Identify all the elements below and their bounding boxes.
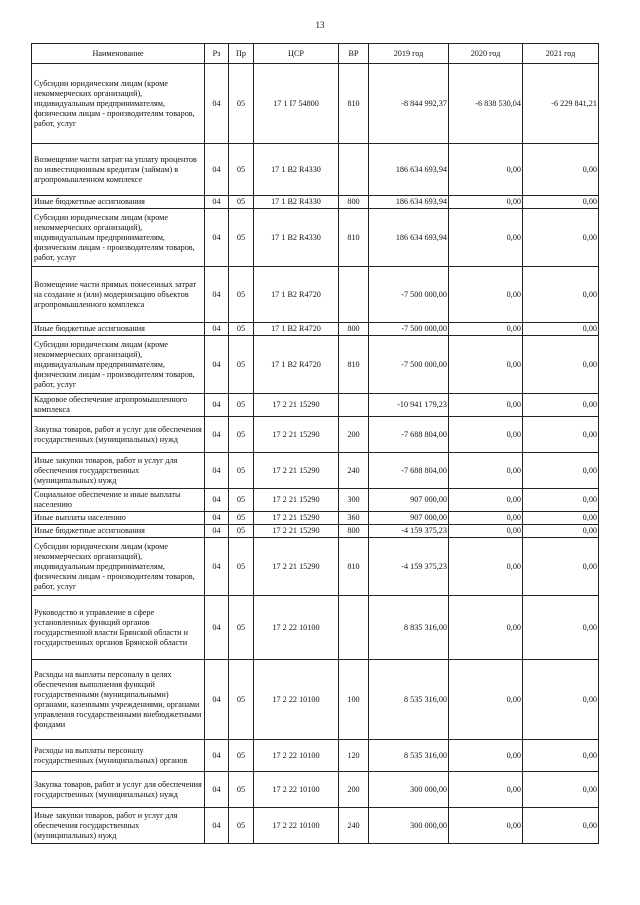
cell-rz: 04 xyxy=(205,596,229,660)
cell-pr: 05 xyxy=(229,525,254,538)
cell-pr: 05 xyxy=(229,772,254,808)
cell-rz: 04 xyxy=(205,196,229,209)
cell-csr: 17 1 B2 R4720 xyxy=(254,267,339,323)
cell-rz: 04 xyxy=(205,740,229,772)
cell-name: Руководство и управление в сфере установленных функций органов государственной власти Брянской области и государственных органов Брянской области xyxy=(32,596,205,660)
cell-csr: 17 2 21 15290 xyxy=(254,417,339,453)
cell-rz: 04 xyxy=(205,64,229,144)
cell-2021: 0,00 xyxy=(523,336,599,394)
column-header: 2021 год xyxy=(523,44,599,64)
cell-csr: 17 2 22 10100 xyxy=(254,740,339,772)
cell-rz: 04 xyxy=(205,267,229,323)
cell-vr: 100 xyxy=(339,660,369,740)
column-header: Пр xyxy=(229,44,254,64)
cell-pr: 05 xyxy=(229,394,254,417)
cell-vr xyxy=(339,144,369,196)
cell-rz: 04 xyxy=(205,336,229,394)
cell-2021: 0,00 xyxy=(523,772,599,808)
cell-2021: 0,00 xyxy=(523,453,599,489)
cell-csr: 17 2 21 15290 xyxy=(254,512,339,525)
cell-2019: -7 500 000,00 xyxy=(369,323,449,336)
cell-csr: 17 2 21 15290 xyxy=(254,453,339,489)
cell-name: Расходы на выплаты персоналу государственных (муниципальных) органов xyxy=(32,740,205,772)
cell-name: Закупка товаров, работ и услуг для обеспечения государственных (муниципальных) нужд xyxy=(32,772,205,808)
cell-pr: 05 xyxy=(229,267,254,323)
cell-vr xyxy=(339,394,369,417)
cell-2020: 0,00 xyxy=(449,525,523,538)
cell-rz: 04 xyxy=(205,144,229,196)
cell-2020: 0,00 xyxy=(449,394,523,417)
table-row xyxy=(32,808,599,844)
cell-2019: 907 000,00 xyxy=(369,512,449,525)
cell-vr: 240 xyxy=(339,808,369,844)
cell-rz: 04 xyxy=(205,808,229,844)
table-row xyxy=(32,336,599,394)
cell-2021: 0,00 xyxy=(523,512,599,525)
cell-rz: 04 xyxy=(205,512,229,525)
column-header: ВР xyxy=(339,44,369,64)
cell-pr: 05 xyxy=(229,808,254,844)
cell-vr: 810 xyxy=(339,64,369,144)
cell-2021: 0,00 xyxy=(523,525,599,538)
cell-vr: 810 xyxy=(339,538,369,596)
cell-2019: 300 000,00 xyxy=(369,808,449,844)
cell-vr: 810 xyxy=(339,209,369,267)
cell-name: Возмещение части прямых понесенных затрат на создание и (или) модернизацию объектов агропромышленного комплекса xyxy=(32,267,205,323)
column-header: Наименование xyxy=(32,44,205,64)
cell-pr: 05 xyxy=(229,144,254,196)
cell-csr: 17 1 I7 54800 xyxy=(254,64,339,144)
cell-2021: 0,00 xyxy=(523,808,599,844)
cell-2021: 0,00 xyxy=(523,323,599,336)
cell-vr: 360 xyxy=(339,512,369,525)
cell-2020: 0,00 xyxy=(449,740,523,772)
cell-2021: 0,00 xyxy=(523,417,599,453)
cell-rz: 04 xyxy=(205,772,229,808)
cell-vr: 200 xyxy=(339,417,369,453)
budget-table xyxy=(31,43,599,844)
cell-name: Кадровое обеспечение агропромышленного комплекса xyxy=(32,394,205,417)
table-row xyxy=(32,453,599,489)
cell-2021: -6 229 841,21 xyxy=(523,64,599,144)
cell-2021: 0,00 xyxy=(523,660,599,740)
table-row xyxy=(32,209,599,267)
cell-name: Субсидии юридическим лицам (кроме некоммерческих организаций), индивидуальным предпринимателям, физическим лицам - производителям товаров, работ, услуг xyxy=(32,336,205,394)
cell-csr: 17 2 21 15290 xyxy=(254,538,339,596)
column-header: 2019 год xyxy=(369,44,449,64)
cell-2019: -7 688 804,00 xyxy=(369,417,449,453)
table-row xyxy=(32,417,599,453)
cell-name: Социальное обеспечение и иные выплаты населению xyxy=(32,489,205,512)
cell-2020: 0,00 xyxy=(449,417,523,453)
cell-pr: 05 xyxy=(229,596,254,660)
table-row xyxy=(32,267,599,323)
cell-2020: 0,00 xyxy=(449,772,523,808)
cell-vr: 120 xyxy=(339,740,369,772)
cell-pr: 05 xyxy=(229,417,254,453)
table-row xyxy=(32,144,599,196)
table-header-row xyxy=(32,44,599,64)
cell-2020: 0,00 xyxy=(449,323,523,336)
cell-rz: 04 xyxy=(205,660,229,740)
cell-2019: -4 159 375,23 xyxy=(369,538,449,596)
cell-2020: 0,00 xyxy=(449,596,523,660)
cell-rz: 04 xyxy=(205,453,229,489)
cell-2020: 0,00 xyxy=(449,453,523,489)
cell-2020: 0,00 xyxy=(449,196,523,209)
cell-csr: 17 1 B2 R4720 xyxy=(254,336,339,394)
cell-pr: 05 xyxy=(229,209,254,267)
cell-vr: 800 xyxy=(339,196,369,209)
cell-name: Иные закупки товаров, работ и услуг для обеспечения государственных (муниципальных) нужд xyxy=(32,453,205,489)
cell-name: Возмещение части затрат на уплату процентов по инвестиционным кредитам (займам) в агропромышленном комплексе xyxy=(32,144,205,196)
cell-2019: 186 634 693,94 xyxy=(369,209,449,267)
cell-vr xyxy=(339,596,369,660)
cell-2021: 0,00 xyxy=(523,394,599,417)
cell-pr: 05 xyxy=(229,453,254,489)
cell-2019: 186 634 693,94 xyxy=(369,144,449,196)
cell-2019: 8 835 316,00 xyxy=(369,596,449,660)
cell-name: Иные бюджетные ассигнования xyxy=(32,323,205,336)
cell-csr: 17 2 21 15290 xyxy=(254,525,339,538)
cell-name: Иные бюджетные ассигнования xyxy=(32,525,205,538)
cell-2019: 186 634 693,94 xyxy=(369,196,449,209)
cell-pr: 05 xyxy=(229,64,254,144)
table-row xyxy=(32,489,599,512)
table-row xyxy=(32,512,599,525)
cell-name: Закупка товаров, работ и услуг для обеспечения государственных (муниципальных) нужд xyxy=(32,417,205,453)
table-row xyxy=(32,525,599,538)
cell-csr: 17 1 B2 R4330 xyxy=(254,196,339,209)
cell-csr: 17 2 21 15290 xyxy=(254,394,339,417)
table-row xyxy=(32,196,599,209)
cell-csr: 17 2 22 10100 xyxy=(254,596,339,660)
cell-vr: 800 xyxy=(339,525,369,538)
cell-2019: 300 000,00 xyxy=(369,772,449,808)
cell-rz: 04 xyxy=(205,489,229,512)
cell-2019: 8 535 316,00 xyxy=(369,740,449,772)
cell-name: Иные бюджетные ассигнования xyxy=(32,196,205,209)
page-number: 13 xyxy=(315,20,325,30)
cell-name: Расходы на выплаты персоналу в целях обеспечения выполнения функций государственными (муниципальными) органами, казенными учреждениями, органами управления государственными внебюджетными фондами xyxy=(32,660,205,740)
cell-csr: 17 2 22 10100 xyxy=(254,808,339,844)
cell-2020: 0,00 xyxy=(449,267,523,323)
cell-rz: 04 xyxy=(205,394,229,417)
cell-2020: 0,00 xyxy=(449,808,523,844)
cell-2020: 0,00 xyxy=(449,209,523,267)
cell-2020: 0,00 xyxy=(449,336,523,394)
cell-2019: -7 500 000,00 xyxy=(369,267,449,323)
cell-2021: 0,00 xyxy=(523,267,599,323)
cell-2020: 0,00 xyxy=(449,660,523,740)
cell-2019: -7 688 804,00 xyxy=(369,453,449,489)
cell-2021: 0,00 xyxy=(523,596,599,660)
cell-2021: 0,00 xyxy=(523,740,599,772)
column-header: Рз xyxy=(205,44,229,64)
cell-rz: 04 xyxy=(205,538,229,596)
cell-2021: 0,00 xyxy=(523,209,599,267)
table-row xyxy=(32,538,599,596)
cell-pr: 05 xyxy=(229,336,254,394)
cell-2021: 0,00 xyxy=(523,196,599,209)
cell-2021: 0,00 xyxy=(523,538,599,596)
cell-name: Субсидии юридическим лицам (кроме некоммерческих организаций), индивидуальным предпринимателям, физическим лицам - производителям товаров, работ, услуг xyxy=(32,64,205,144)
cell-vr: 800 xyxy=(339,323,369,336)
table-body xyxy=(32,64,599,844)
cell-pr: 05 xyxy=(229,660,254,740)
cell-csr: 17 1 B2 R4330 xyxy=(254,209,339,267)
cell-vr: 240 xyxy=(339,453,369,489)
cell-2019: -8 844 992,37 xyxy=(369,64,449,144)
cell-name: Субсидии юридическим лицам (кроме некоммерческих организаций), индивидуальным предпринимателям, физическим лицам - производителям товаров, работ, услуг xyxy=(32,209,205,267)
cell-pr: 05 xyxy=(229,740,254,772)
cell-2020: -6 838 530,04 xyxy=(449,64,523,144)
cell-rz: 04 xyxy=(205,525,229,538)
cell-pr: 05 xyxy=(229,323,254,336)
cell-2021: 0,00 xyxy=(523,144,599,196)
cell-rz: 04 xyxy=(205,323,229,336)
cell-rz: 04 xyxy=(205,209,229,267)
cell-vr: 200 xyxy=(339,772,369,808)
cell-2019: 8 535 316,00 xyxy=(369,660,449,740)
cell-vr: 300 xyxy=(339,489,369,512)
cell-2020: 0,00 xyxy=(449,144,523,196)
cell-2020: 0,00 xyxy=(449,512,523,525)
cell-2020: 0,00 xyxy=(449,538,523,596)
table-row xyxy=(32,596,599,660)
cell-csr: 17 1 B2 R4330 xyxy=(254,144,339,196)
cell-2019: -7 500 000,00 xyxy=(369,336,449,394)
cell-name: Субсидии юридическим лицам (кроме некоммерческих организаций), индивидуальным предпринимателям, физическим лицам - производителям товаров, работ, услуг xyxy=(32,538,205,596)
cell-name: Иные выплаты населению xyxy=(32,512,205,525)
cell-vr: 810 xyxy=(339,336,369,394)
table-row xyxy=(32,740,599,772)
table-row xyxy=(32,394,599,417)
column-header: 2020 год xyxy=(449,44,523,64)
cell-2019: -10 941 179,23 xyxy=(369,394,449,417)
column-header: ЦСР xyxy=(254,44,339,64)
cell-pr: 05 xyxy=(229,538,254,596)
cell-csr: 17 2 22 10100 xyxy=(254,772,339,808)
cell-2019: 907 000,00 xyxy=(369,489,449,512)
cell-pr: 05 xyxy=(229,512,254,525)
cell-pr: 05 xyxy=(229,196,254,209)
cell-csr: 17 2 22 10100 xyxy=(254,660,339,740)
cell-csr: 17 2 21 15290 xyxy=(254,489,339,512)
cell-csr: 17 1 B2 R4720 xyxy=(254,323,339,336)
table-row xyxy=(32,323,599,336)
cell-vr xyxy=(339,267,369,323)
cell-name: Иные закупки товаров, работ и услуг для обеспечения государственных (муниципальных) нужд xyxy=(32,808,205,844)
cell-rz: 04 xyxy=(205,417,229,453)
table-row xyxy=(32,64,599,144)
table-row xyxy=(32,772,599,808)
cell-2021: 0,00 xyxy=(523,489,599,512)
cell-2019: -4 159 375,23 xyxy=(369,525,449,538)
table-row xyxy=(32,660,599,740)
cell-pr: 05 xyxy=(229,489,254,512)
cell-2020: 0,00 xyxy=(449,489,523,512)
